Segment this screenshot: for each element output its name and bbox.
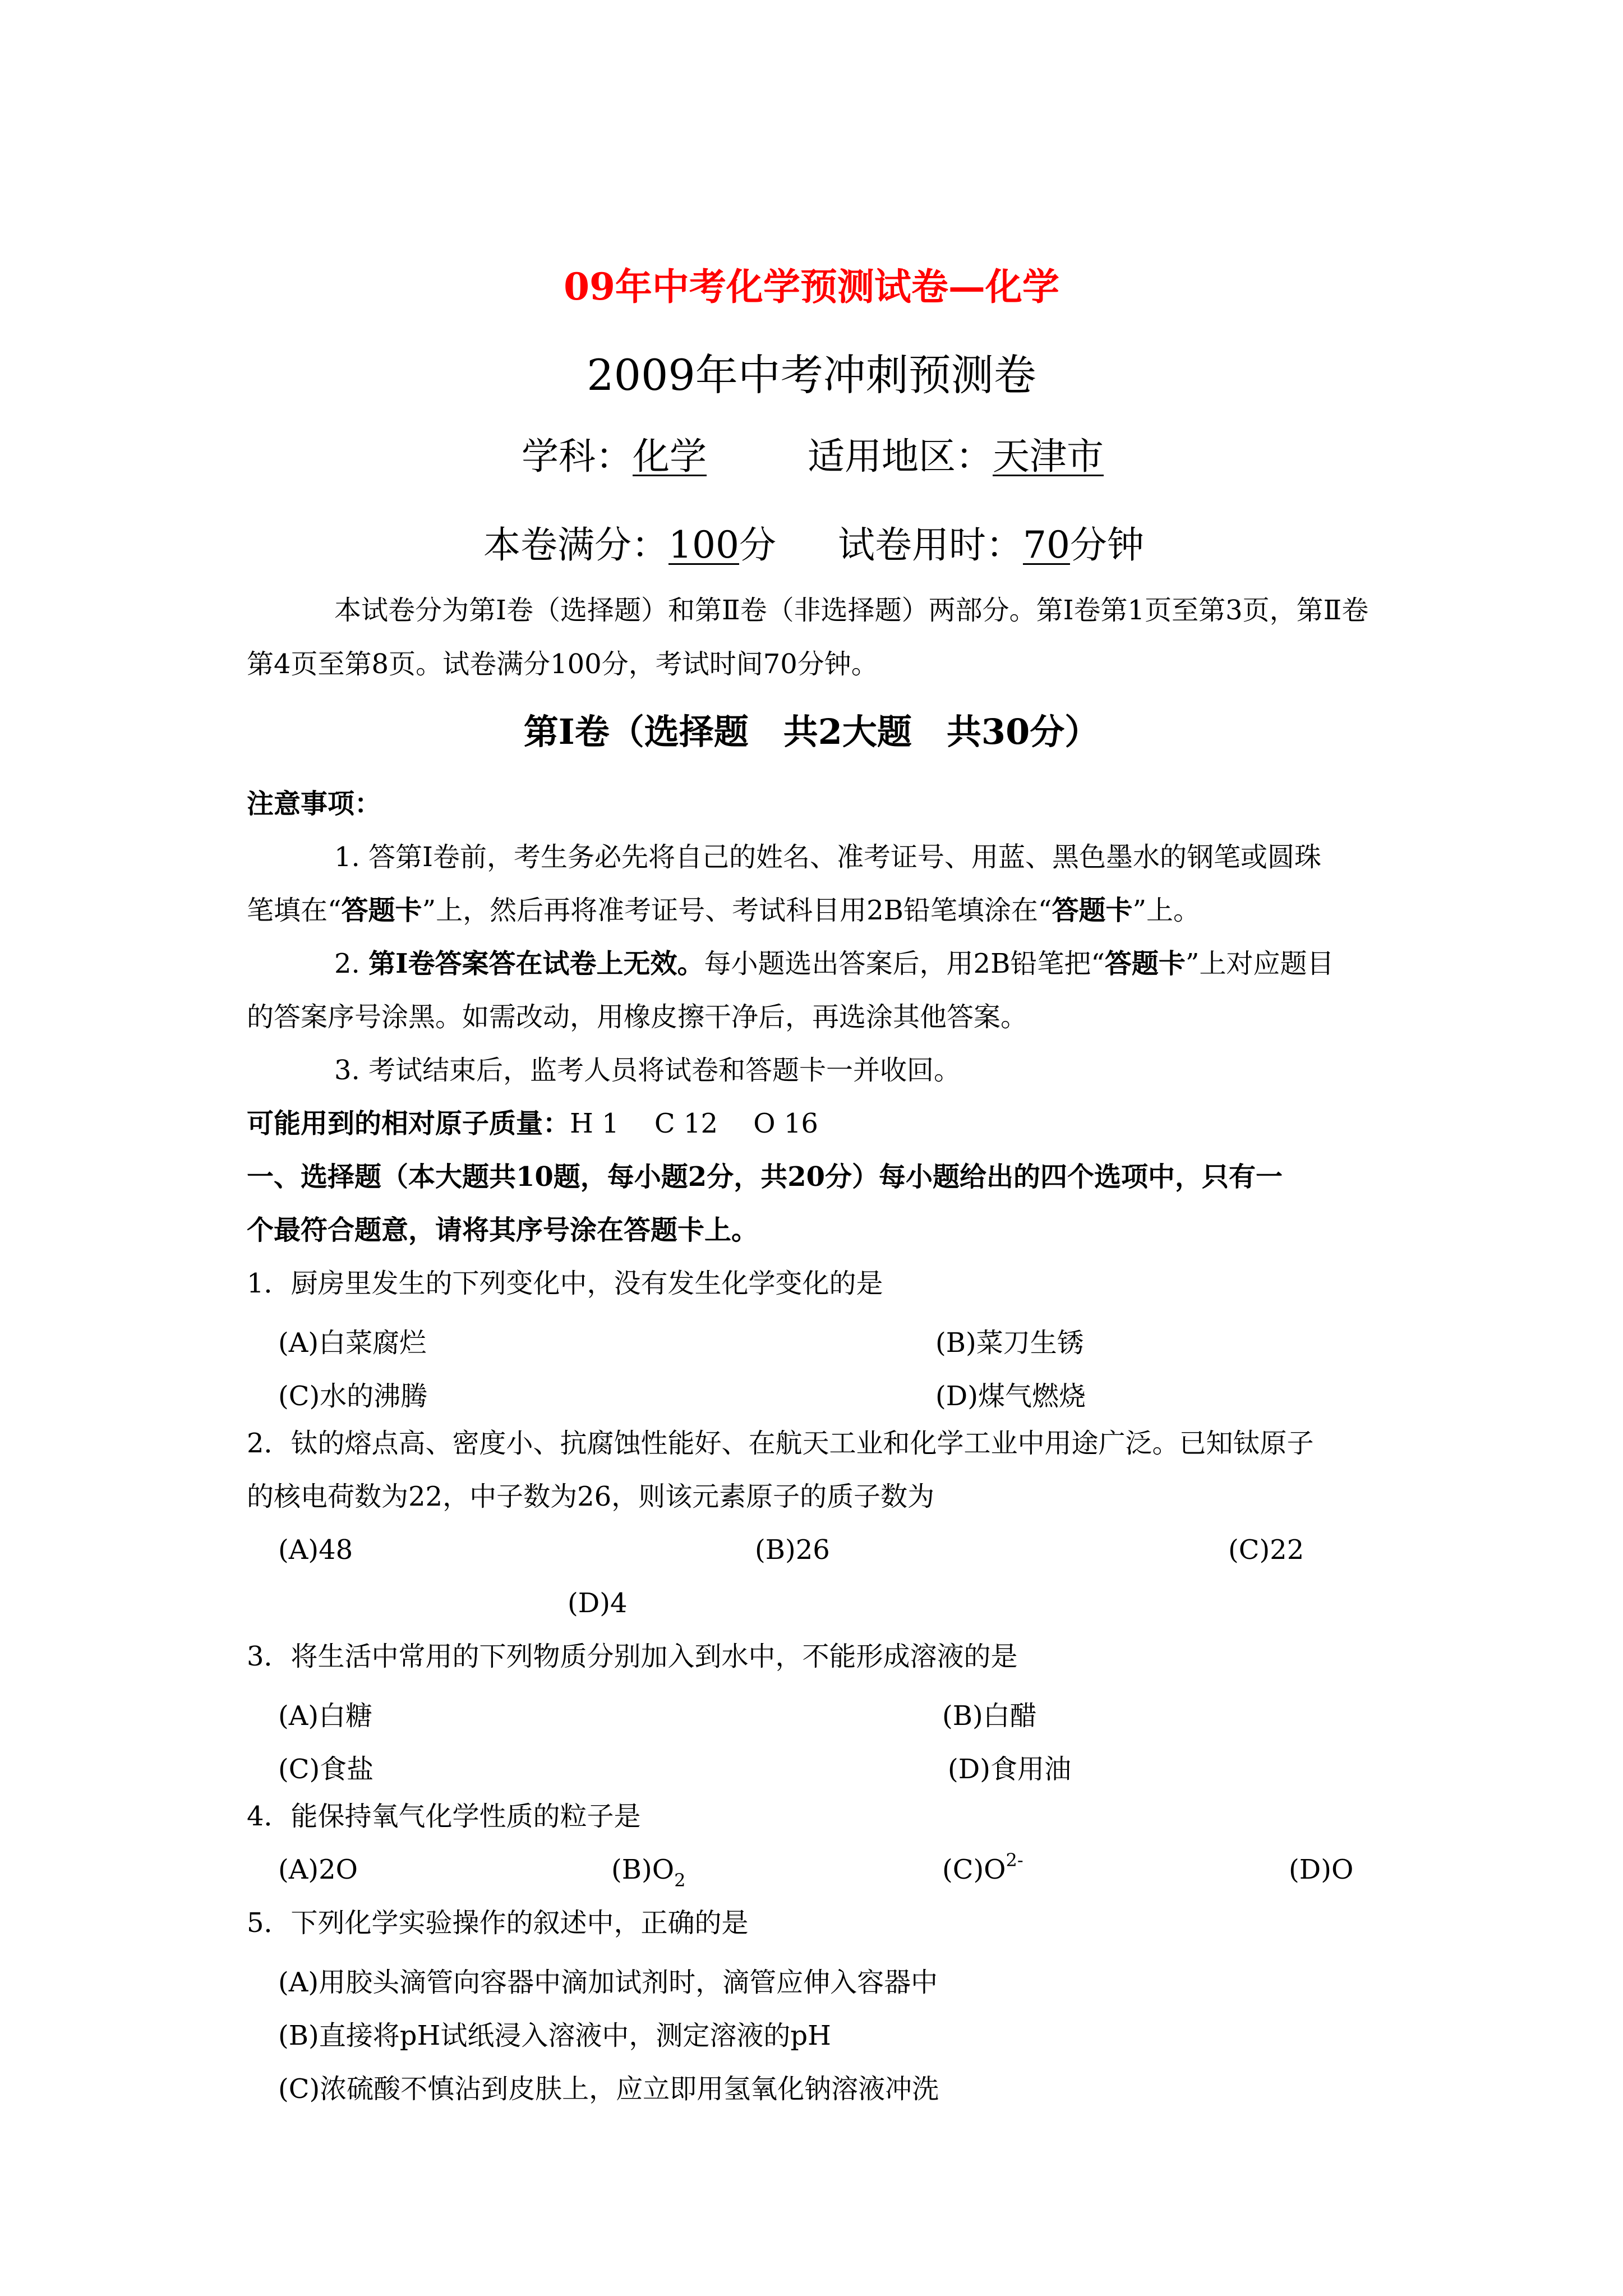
section-title: 第Ⅰ卷（选择题 共2大题 共30分） xyxy=(523,711,1100,752)
subject-value: 化学 xyxy=(633,435,707,478)
q2-option-b: (B)26 xyxy=(755,1534,830,1566)
atomic-mass-line xyxy=(247,1097,1385,1151)
score-line xyxy=(483,515,1144,568)
q4-option-b xyxy=(611,1854,686,1891)
q5-option-b: (B)直接将pH试纸浸入溶液中，测定溶液的pH xyxy=(278,2020,831,2051)
notice-text: ”上，然后再将准考证号、考试科目用2B铅笔填涂在“ xyxy=(422,895,1052,926)
q1-option-c: (C)水的沸腾 xyxy=(278,1381,428,1412)
q2-option-a: (A)48 xyxy=(278,1534,353,1566)
part1-heading-line2: 个最符合题意，请将其序号涂在答题卡上。 xyxy=(247,1214,759,1246)
q5-option-a: (A)用胶头滴管向容器中滴加试剂时，滴管应伸入容器中 xyxy=(278,1967,938,1998)
q2-option-d: (D)4 xyxy=(568,1588,628,1619)
question-1-stem: 1．厨房里发生的下列变化中，没有发生化学变化的是 xyxy=(247,1268,883,1299)
q3-option-a: (A)白糖 xyxy=(278,1700,373,1732)
q2-option-c: (C)22 xyxy=(1228,1534,1304,1566)
q1-option-b: (B)菜刀生锈 xyxy=(935,1327,1084,1359)
q4-option-d: (D)O xyxy=(1289,1854,1354,1885)
q3-option-b: (B)白醋 xyxy=(942,1700,1037,1732)
notice-2-line1 xyxy=(334,937,1473,991)
notice-text: ”上。 xyxy=(1132,895,1201,926)
subscript: 2 xyxy=(674,1870,686,1891)
score-value: 100 xyxy=(668,523,739,567)
q3-option-c: (C)食盐 xyxy=(278,1754,374,1785)
answer-card-term: 答题卡 xyxy=(1052,895,1133,926)
notice-3: 3. 考试结束后，监考人员将试卷和答题卡一并收回。 xyxy=(334,1055,961,1086)
q1-option-a: (A)白菜腐烂 xyxy=(278,1327,427,1359)
question-2-stem-line1: 2．钛的熔点高、密度小、抗腐蚀性能好、在航天工业和化学工业中用途广泛。已知钛原子 xyxy=(247,1428,1314,1459)
q3-option-d: (D)食用油 xyxy=(948,1754,1071,1785)
score-label: 本卷满分： xyxy=(483,523,668,567)
question-5-stem: 5．下列化学实验操作的叙述中，正确的是 xyxy=(247,1907,749,1939)
question-3-stem: 3．将生活中常用的下列物质分别加入到水中，不能形成溶液的是 xyxy=(247,1641,1018,1672)
q5-option-c: (C)浓硫酸不慎沾到皮肤上，应立即用氢氧化钠溶液冲洗 xyxy=(278,2073,939,2105)
intro-paragraph: 本试卷分为第Ⅰ卷（选择题）和第Ⅱ卷（非选择题）两部分。第Ⅰ卷第1页至第3页，第Ⅱ卷第4页至第8页。试卷满分100分，考试时间70分钟。 xyxy=(247,595,1369,680)
notice-heading: 注意事项： xyxy=(247,788,382,820)
q4-option-b-text: (B)O xyxy=(611,1854,675,1885)
notice-text: 每小题选出答案后，用2B铅笔把“ xyxy=(704,948,1105,979)
atomic-mass-values: H 1 C 12 O 16 xyxy=(570,1108,818,1139)
notice-text: 笔填在“ xyxy=(247,895,342,926)
question-4-stem: 4．能保持氧气化学性质的粒子是 xyxy=(247,1801,641,1832)
subject-label: 学科： xyxy=(522,435,633,478)
question-2-stem-line2: 的核电荷数为22，中子数为26，则该元素原子的质子数为 xyxy=(247,1481,935,1512)
notice-emphasis: 第Ⅰ卷答案答在试卷上无效。 xyxy=(368,948,704,979)
red-title: 09年中考化学预测试卷—化学 xyxy=(564,265,1059,309)
region-value: 天津市 xyxy=(993,435,1104,478)
notice-text: 2. xyxy=(334,948,369,979)
notice-1-line2 xyxy=(247,884,1385,937)
subject-line xyxy=(522,426,1104,480)
notice-1-line1: 1. 答第Ⅰ卷前，考生务必先将自己的姓名、准考证号、用蓝、黑色墨水的钢笔或圆珠 xyxy=(334,841,1322,873)
time-unit: 分钟 xyxy=(1069,523,1144,567)
superscript: 2- xyxy=(1006,1849,1023,1871)
main-title: 2009年中考冲刺预测卷 xyxy=(587,350,1036,400)
q4-option-c xyxy=(942,1849,1023,1885)
notice-2-line2: 的答案序号涂黑。如需改动，用橡皮擦干净后，再选涂其他答案。 xyxy=(247,1001,1028,1033)
q4-option-a: (A)2O xyxy=(278,1854,358,1885)
answer-card-term: 答题卡 xyxy=(1104,948,1186,979)
time-value: 70 xyxy=(1022,523,1070,567)
q4-option-c-text: (C)O xyxy=(942,1854,1006,1885)
answer-card-term: 答题卡 xyxy=(341,895,422,926)
time-label: 试卷用时： xyxy=(837,523,1023,567)
notice-text: ”上对应题目 xyxy=(1185,948,1334,979)
q1-option-d: (D)煤气燃烧 xyxy=(935,1381,1086,1412)
atomic-mass-label: 可能用到的相对原子质量： xyxy=(247,1108,570,1139)
region-label: 适用地区： xyxy=(808,435,993,478)
part1-heading-line1: 一、选择题（本大题共10题，每小题2分，共20分）每小题给出的四个选项中，只有一 xyxy=(247,1161,1283,1193)
score-unit: 分 xyxy=(739,523,776,567)
